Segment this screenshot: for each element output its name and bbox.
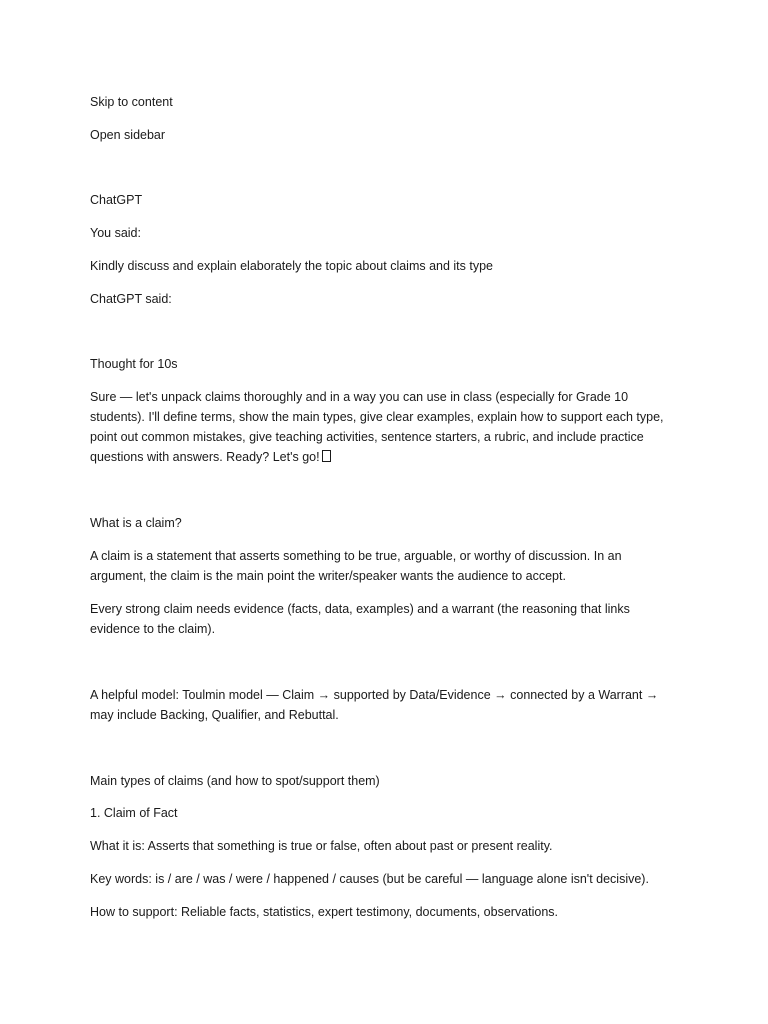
- intro-line: students). I'll define terms, show the main types, give clear examples, explain how to support each type,: [90, 410, 664, 424]
- intro-line: point out common mistakes, give teaching activities, sentence starters, a rubric, and include practice: [90, 430, 644, 444]
- intro-line: questions with answers. Ready? Let's go!: [90, 450, 320, 464]
- open-sidebar-link[interactable]: Open sidebar: [90, 128, 166, 142]
- evidence-note-line: Every strong claim needs evidence (facts, data, examples) and a warrant (the reasoning that links: [90, 602, 630, 616]
- claim-of-fact-support: How to support: Reliable facts, statistics, expert testimony, documents, observations.: [90, 905, 559, 919]
- evidence-note-paragraph: [90, 599, 680, 639]
- claim-of-fact-heading: 1. Claim of Fact: [90, 806, 178, 820]
- you-said-label: You said:: [90, 226, 141, 240]
- claim-definition-line: A claim is a statement that asserts something to be true, arguable, or worthy of discussion. In an: [90, 549, 622, 563]
- toulmin-line: A helpful model: Toulmin model — Claim → supported by Data/Evidence → connected by a Warrant →: [90, 688, 659, 702]
- evidence-note-line: evidence to the claim).: [90, 622, 216, 636]
- types-heading: Main types of claims (and how to spot/support them): [90, 774, 380, 788]
- thought-duration: Thought for 10s: [90, 357, 178, 371]
- intro-paragraph: [90, 387, 680, 467]
- skip-to-content-link[interactable]: Skip to content: [90, 95, 173, 109]
- claim-of-fact-what: What it is: Asserts that something is true or false, often about past or present reality.: [90, 839, 553, 853]
- what-is-claim-heading: What is a claim?: [90, 516, 182, 530]
- user-prompt: Kindly discuss and explain elaborately the topic about claims and its type: [90, 259, 494, 273]
- claim-definition-paragraph: [90, 546, 680, 586]
- toulmin-paragraph: [90, 685, 680, 725]
- missing-emoji-glyph-icon: [322, 450, 331, 462]
- chatgpt-said-label: ChatGPT said:: [90, 292, 172, 306]
- claim-definition-line: argument, the claim is the main point the writer/speaker wants the audience to accept.: [90, 569, 566, 583]
- toulmin-line: may include Backing, Qualifier, and Rebuttal.: [90, 708, 339, 722]
- claim-of-fact-keywords: Key words: is / are / was / were / happened / causes (but be careful — language alone isn't decisive).: [90, 872, 649, 886]
- intro-line-last: [90, 447, 680, 467]
- app-name: ChatGPT: [90, 193, 143, 207]
- intro-line: Sure — let's unpack claims thoroughly and in a way you can use in class (especially for Grade 10: [90, 390, 629, 404]
